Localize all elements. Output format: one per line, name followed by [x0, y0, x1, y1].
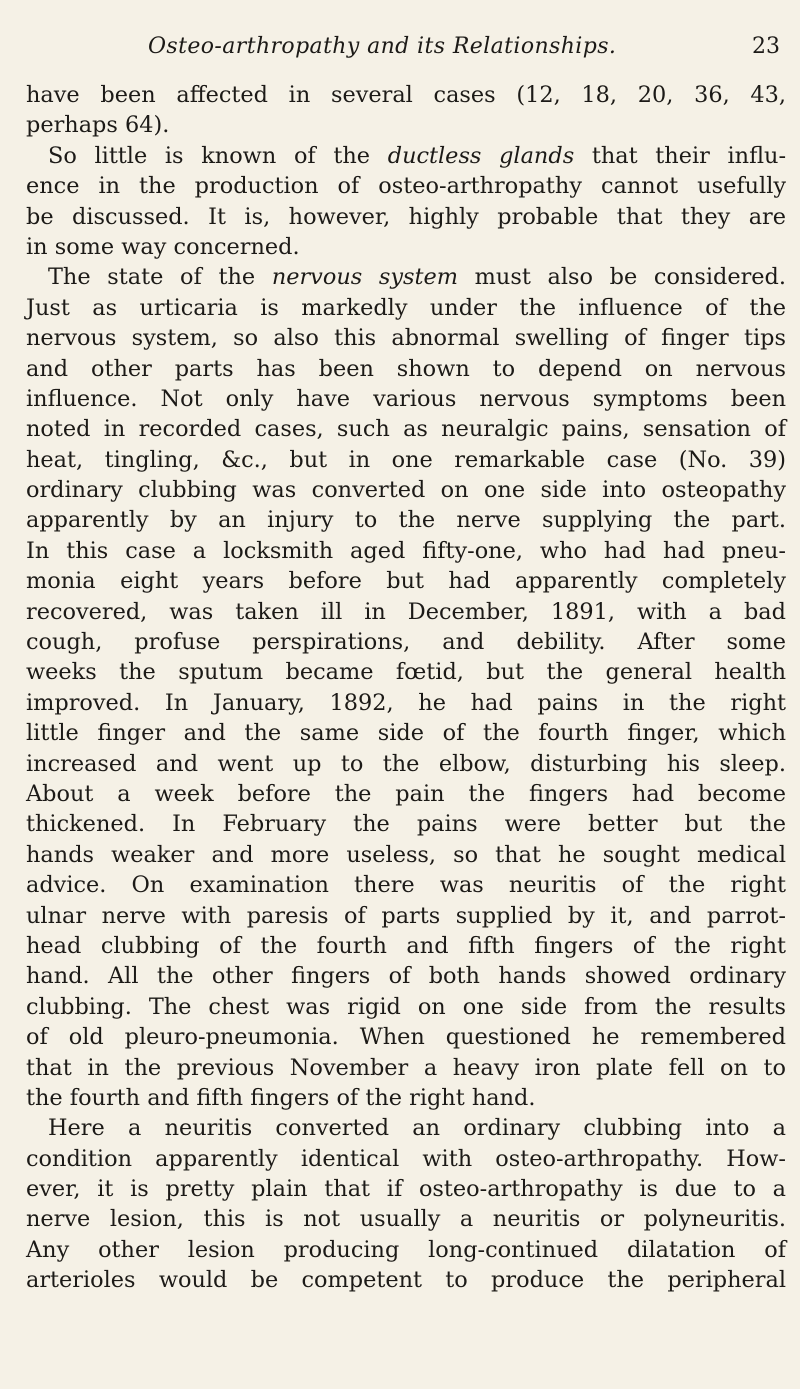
running-head [148, 34, 780, 64]
running-title: Osteo-arthropathy and its Relationships. [148, 34, 617, 59]
text-line: recovered, was taken ill in December, 1891, with a bad [26, 598, 786, 625]
text-line: influence. Not only have various nervous symptoms been [26, 385, 786, 412]
text-line: So little is known of the ductless glands that their influ- [48, 142, 787, 169]
text-line: Just as urticaria is markedly under the influence of the [26, 294, 786, 321]
text-line: nervous system, so also this abnormal swelling of finger tips [26, 325, 786, 352]
text-line: About a week before the pain the fingers had become [26, 780, 786, 807]
text-line: ordinary clubbing was converted on one side into osteopathy [26, 477, 786, 504]
text-line: heat, tingling, &c., but in one remarkable case (No. 39) [26, 446, 786, 473]
text-line: increased and went up to the elbow, disturbing his sleep. [26, 750, 786, 777]
text-line: noted in recorded cases, such as neuralgic pains, sensation of [26, 416, 786, 443]
text-line: improved. In January, 1892, he had pains in the right [26, 689, 786, 716]
text-line: head clubbing of the fourth and fifth fingers of the right [26, 932, 786, 959]
text-line: clubbing. The chest was rigid on one side from the results [26, 993, 786, 1020]
text-line: have been affected in several cases (12, 18, 20, 36, 43, [26, 82, 786, 108]
text-line: that in the previous November a heavy iron plate fell on to [26, 1054, 786, 1081]
text-line: thickened. In February the pains were better but the [26, 811, 786, 838]
italic-phrase: nervous system [271, 264, 459, 291]
text-line: condition apparently identical with osteo-arthropathy. How- [26, 1145, 786, 1172]
text-line: The state of the nervous system must also be considered. [48, 264, 786, 291]
text-line: hand. All the other fingers of both hands showed ordinary [26, 963, 786, 990]
text-line: Here a neuritis converted an ordinary clubbing into a [48, 1115, 786, 1142]
text-line: Any other lesion producing long-continued dilatation of [26, 1236, 786, 1263]
text-line: perhaps 64). [26, 112, 170, 139]
text-line: of old pleuro-pneumonia. When questioned he remembered [26, 1024, 786, 1051]
body-text [26, 80, 786, 1296]
text-line: in some way concerned. [26, 233, 300, 260]
text-line: ence in the production of osteo-arthropathy cannot usefully [26, 173, 786, 200]
text-line: In this case a locksmith aged fifty-one, who had had pneu- [26, 537, 786, 564]
text-line: little finger and the same side of the fourth finger, which [26, 720, 786, 747]
text-line: apparently by an injury to the nerve supplying the part. [26, 507, 786, 534]
text-line: the fourth and fifth fingers of the right hand. [26, 1084, 536, 1111]
text-line: be discussed. It is, however, highly probable that they are [26, 203, 786, 230]
text-line: cough, profuse perspirations, and debility. After some [26, 629, 786, 656]
text-line: and other parts has been shown to depend on nervous [26, 355, 786, 382]
text-line: weeks the sputum became fœtid, but the general health [26, 659, 786, 686]
text-line: arterioles would be competent to produce the peripheral [26, 1267, 786, 1294]
italic-phrase: ductless glands [387, 142, 575, 169]
text-line: nerve lesion, this is not usually a neuritis or polyneuritis. [26, 1206, 786, 1233]
text-line: advice. On examination there was neuritis of the right [26, 872, 786, 899]
text-line: hands weaker and more useless, so that he sought medical [26, 841, 786, 868]
page-number: 23 [752, 34, 780, 59]
text-line: monia eight years before but had apparently completely [26, 568, 786, 595]
text-line: ever, it is pretty plain that if osteo-arthropathy is due to a [26, 1176, 786, 1203]
text-line: ulnar nerve with paresis of parts supplied by it, and parrot- [26, 902, 786, 929]
